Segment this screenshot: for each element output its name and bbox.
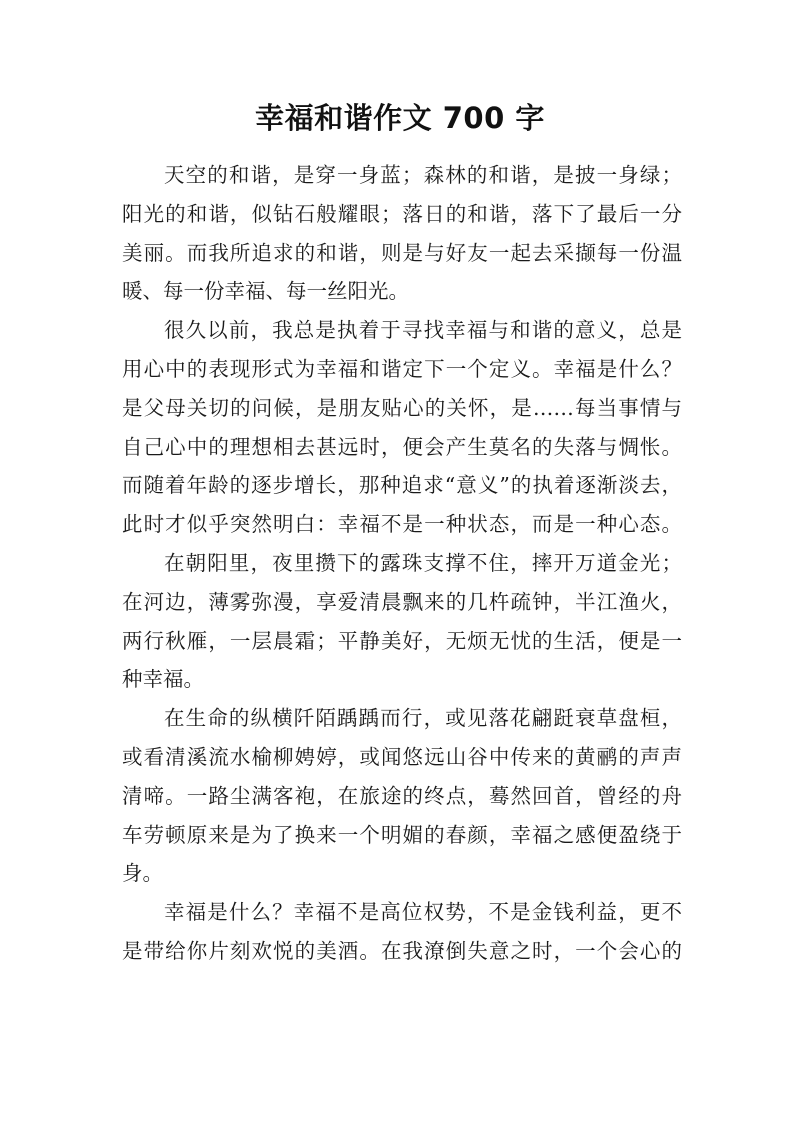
paragraph-3-line-2: 在河边，薄雾弥漫，享爱清晨飘来的几杵疏钟，半江渔火， bbox=[122, 589, 682, 614]
paragraph-3-line-4: 种幸福。 bbox=[122, 667, 204, 692]
paragraph-4-line-2: 或看清溪流水榆柳娉婷，或闻悠远山谷中传来的黄鹂的声声 bbox=[122, 744, 682, 769]
paragraph-2-line-4: 自己心中的理想相去甚远时，便会产生莫名的失落与惆怅。 bbox=[122, 434, 682, 459]
paragraph-2-line-6: 此时才似乎突然明白：幸福不是一种状态，而是一种心态。 bbox=[122, 512, 682, 537]
paragraph-3-line-3: 两行秋雁，一层晨霜；平静美好，无烦无忧的生活，便是一 bbox=[122, 628, 682, 653]
paragraph-5-line-2: 是带给你片刻欢悦的美酒。在我潦倒失意之时，一个会心的 bbox=[122, 938, 682, 963]
paragraph-1-line-1: 天空的和谐，是穿一身蓝；森林的和谐，是披一身绿； bbox=[164, 163, 682, 187]
paragraph-2-line-1: 很久以前，我总是执着于寻找幸福与和谐的意义，总是 bbox=[164, 318, 682, 343]
paragraph-2-line-3: 是父母关切的问候，是朋友贴心的关怀，是……每当事情与 bbox=[122, 395, 682, 420]
paragraph-4-line-4: 车劳顿原来是为了换来一个明媚的春颜，幸福之感便盈绕于 bbox=[122, 822, 682, 847]
paragraph-1-line-2: 阳光的和谐，似钻石般耀眼；落日的和谐，落下了最后一分 bbox=[122, 201, 682, 226]
paragraph-2-line-2: 用心中的表现形式为幸福和谐定下一个定义。幸福是什么？ bbox=[122, 356, 682, 381]
paragraph-2-line-5: 而随着年龄的逐步增长，那种追求“意义”的执着逐渐淡去， bbox=[122, 473, 682, 498]
paragraph-5-line-1: 幸福是什么？幸福不是高位权势，不是金钱利益，更不 bbox=[164, 900, 682, 925]
paragraph-3-line-1: 在朝阳里，夜里攒下的露珠支撑不住，摔开万道金光； bbox=[164, 550, 682, 575]
paragraph-4-line-3: 清啼。一路尘满客袍，在旅途的终点，蓦然回首，曾经的舟 bbox=[122, 783, 682, 808]
paragraph-1-line-4: 暖、每一份幸福、每一丝阳光。 bbox=[122, 279, 409, 304]
document-body bbox=[122, 156, 682, 971]
paragraph-4-line-5: 身。 bbox=[122, 861, 163, 886]
paragraph-1-line-3: 美丽。而我所追求的和谐，则是与好友一起去采撷每一份温 bbox=[122, 240, 682, 265]
paragraph-4-line-1: 在生命的纵横阡陌踽踽而行，或见落花翩跹衰草盘桓， bbox=[164, 706, 682, 731]
document-title: 幸福和谐作文 700 字 bbox=[255, 101, 545, 135]
